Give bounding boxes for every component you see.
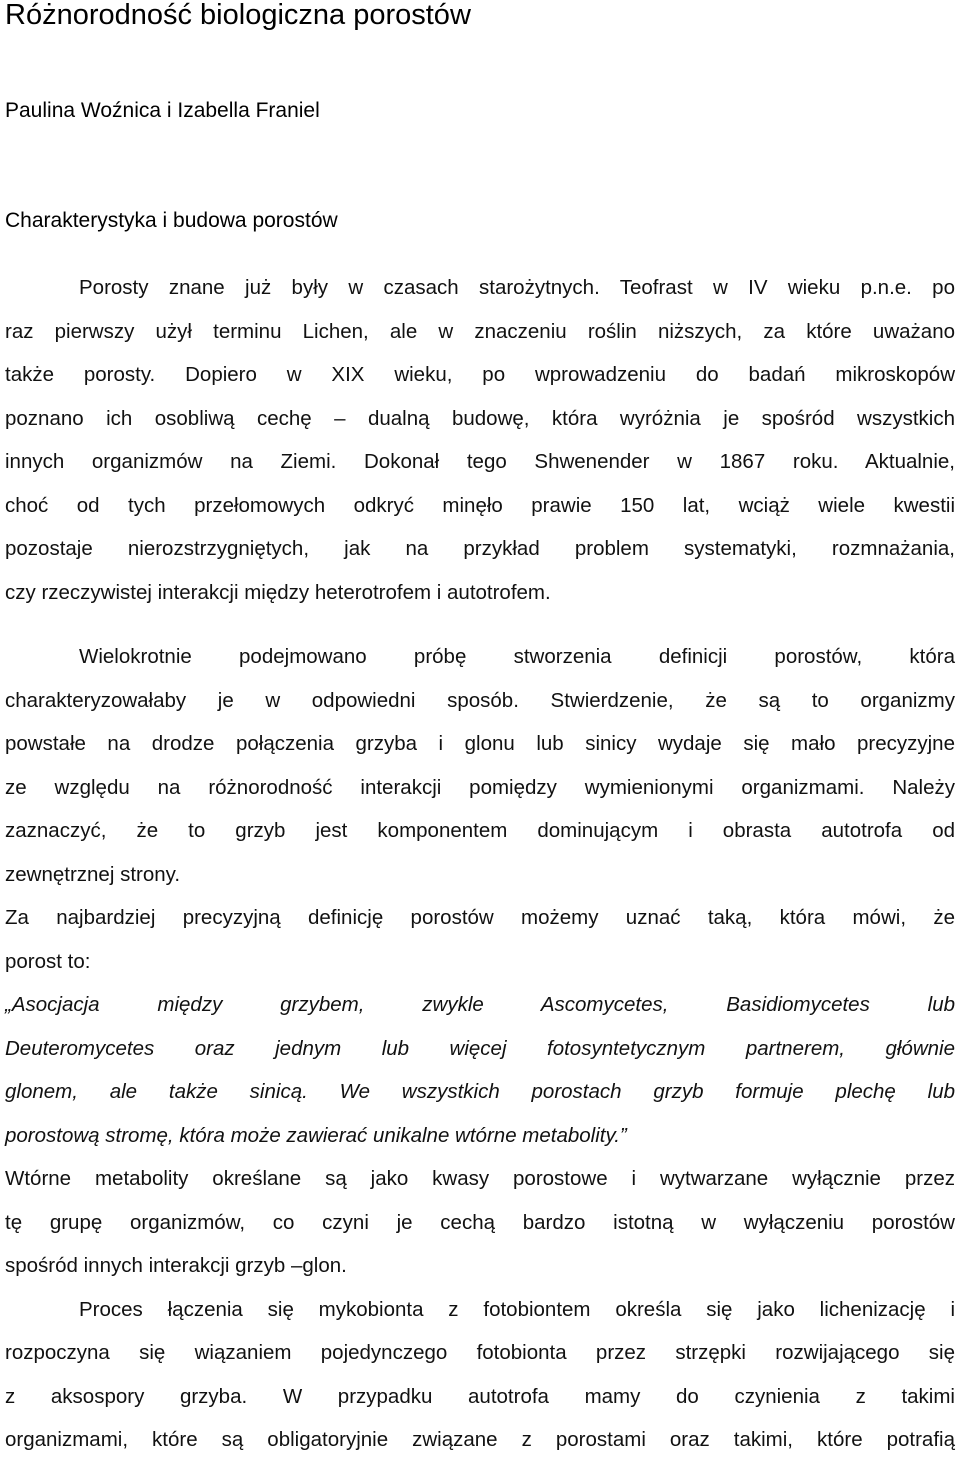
text-line: zaznaczyć, że to grzyb jest komponentem dominującym i obrasta autotrofa od: [5, 819, 955, 842]
text-line: innych organizmów na Ziemi. Dokonał tego Shwenender w 1867 roku. Aktualnie,: [5, 450, 955, 473]
text-line: czy rzeczywistej interakcji między heterotrofem i autotrofem.: [5, 580, 551, 604]
text-line: organizmami, które są obligatoryjnie związane z porostami oraz takimi, które potrafią: [5, 1428, 955, 1451]
text-line: porost to:: [5, 949, 91, 973]
text-line: poznano ich osobliwą cechę – dualną budowę, która wyróżnia je spośród wszystkich: [5, 406, 955, 430]
paragraph: [5, 896, 955, 983]
text-line: glonem, ale także sinicą. We wszystkich porostach grzyb formuje plechę lub: [5, 1080, 955, 1103]
text-line: spośród innych interakcji grzyb –glon.: [5, 1254, 347, 1277]
paragraph: [5, 635, 955, 896]
section-heading: Charakterystyka i budowa porostów: [5, 209, 338, 232]
text-line: Za najbardziej precyzyjną definicję porostów możemy uznać taką, która mówi, że: [5, 906, 955, 929]
text-line: zewnętrznej strony.: [5, 862, 181, 886]
text-line: Deuteromycetes oraz jednym lub więcej fotosyntetycznym partnerem, głównie: [5, 1036, 955, 1060]
document-authors: Paulina Woźnica i Izabella Franiel: [5, 99, 320, 122]
text-line: Porosty znane już były w czasach starożytnych. Teofrast w IV wieku p.n.e. po: [79, 276, 955, 299]
paragraph: [5, 266, 955, 614]
paragraph: [5, 1288, 955, 1462]
text-line: Wielokrotnie podejmowano próbę stworzenia definicji porostów, która: [79, 645, 955, 668]
body-text: [5, 266, 955, 1462]
text-line: z aksospory grzyba. W przypadku autotrofa mamy do czynienia z takimi: [5, 1384, 955, 1408]
text-line: tę grupę organizmów, co czyni je cechą bardzo istotną w wyłączeniu porostów: [5, 1210, 955, 1234]
text-line: Wtórne metabolity określane są jako kwasy porostowe i wytwarzane wyłącznie przez: [5, 1167, 955, 1190]
definition-quote: [5, 983, 955, 1157]
document-title: Różnorodność biologiczna porostów: [5, 0, 471, 31]
text-line: porostową stromę, która może zawierać unikalne wtórne metabolity.”: [5, 1123, 627, 1147]
text-line: pozostaje nierozstrzygniętych, jak na przykład problem systematyki, rozmnażania,: [5, 537, 955, 560]
text-line: Proces łączenia się mykobionta z fotobiontem określa się jako lichenizację i: [79, 1297, 955, 1321]
text-line: powstałe na drodze połączenia grzyba i glonu lub sinicy wydaje się mało precyzyjne: [5, 732, 955, 755]
text-line: charakteryzowałaby je w odpowiedni sposób. Stwierdzenie, że są to organizmy: [5, 688, 955, 712]
text-line: choć od tych przełomowych odkryć minęło prawie 150 lat, wciąż wiele kwestii: [5, 493, 955, 517]
text-line: rozpoczyna się wiązaniem pojedynczego fotobionta przez strzępki rozwijającego się: [5, 1341, 955, 1364]
text-line: raz pierwszy użył terminu Lichen, ale w znaczeniu roślin niższych, za które uważano: [5, 319, 955, 343]
paragraph: [5, 1157, 955, 1288]
paragraph-gap: [5, 614, 955, 635]
text-line: „Asocjacja między grzybem, zwykle Ascomycetes, Basidiomycetes lub: [5, 993, 955, 1016]
text-line: ze względu na różnorodność interakcji pomiędzy wymienionymi organizmami. Należy: [5, 775, 955, 799]
text-line: także porosty. Dopiero w XIX wieku, po wprowadzeniu do badań mikroskopów: [5, 363, 955, 386]
